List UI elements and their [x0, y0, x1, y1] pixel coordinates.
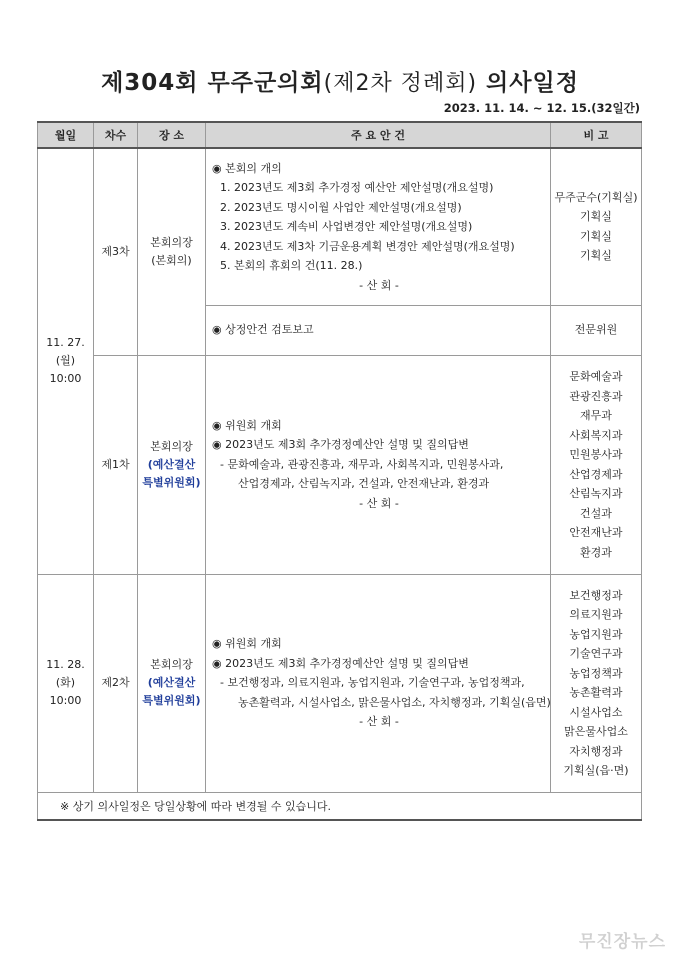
place-type: (예산결산	[147, 457, 196, 471]
notes-cell	[551, 574, 642, 792]
agenda-item: - 문화예술과, 관광진흥과, 재무과, 사회복지과, 민원봉사과,	[220, 457, 504, 471]
header-date: 월일	[38, 122, 94, 148]
agenda-item: 2. 2023년도 명시이월 사업안 제안설명(개요설명)	[220, 200, 462, 214]
agenda-cell	[206, 574, 551, 792]
place-type: (본회의)	[151, 253, 192, 267]
agenda-item: 산업경제과, 산림녹지과, 건설과, 안전재난과, 환경과	[238, 477, 490, 491]
weekday: (월)	[55, 354, 76, 368]
note-item: 기획실	[580, 210, 612, 224]
agenda-item: ◉ 상정안건 검토보고	[212, 323, 314, 337]
note-item: 산업경제과	[569, 467, 623, 481]
header-session: 차수	[94, 122, 138, 148]
agenda-cell	[206, 305, 551, 355]
header-place: 장 소	[138, 122, 206, 148]
note-item: 기획실	[580, 229, 612, 243]
place-type: 특별위원회)	[142, 475, 201, 489]
agenda-item: 5. 본회의 휴회의 건(11. 28.)	[220, 259, 363, 272]
agenda-item: ◉ 위원회 개회	[212, 637, 282, 651]
note-item: 맑은물사업소	[564, 725, 628, 738]
note-item: 기술연구과	[569, 647, 623, 660]
agenda-item: 농촌활력과, 시설사업소, 맑은물사업소, 자치행정과, 기획실(읍면)	[238, 695, 551, 709]
agenda-item: 1. 2023년도 제3회 추가경정 예산안 제안설명(개요설명)	[220, 181, 494, 194]
date-cell-day2	[38, 574, 94, 792]
agenda-item: ◉ 2023년도 제3회 추가경정예산안 설명 및 질의답변	[212, 656, 469, 670]
agenda-cell	[206, 355, 551, 574]
notes-cell: 전문위원	[551, 305, 642, 355]
note-item: 시설사업소	[569, 705, 623, 719]
agenda-cell	[206, 148, 551, 305]
agenda-item: 3. 2023년도 계속비 사업변경안 제안설명(개요설명)	[220, 220, 473, 233]
time: 10:00	[49, 694, 82, 707]
place-cell	[138, 148, 206, 355]
place-cell	[138, 574, 206, 792]
agenda-item: - 보건행정과, 의료지원과, 농업지원과, 기술연구과, 농업정책과,	[220, 676, 525, 690]
agenda-item: ◉ 본회의 개의	[212, 161, 282, 175]
notes-cell	[551, 148, 642, 305]
schedule-table	[37, 121, 642, 821]
date: 11. 28.	[46, 658, 85, 671]
note-item: 건설과	[580, 506, 612, 520]
note-item: 기획실	[580, 249, 612, 263]
note-item: 문화예술과	[569, 370, 623, 383]
title-main: 제304회 무주군의회	[101, 70, 324, 96]
table-row	[38, 574, 642, 792]
schedule-period: 2023. 11. 14. ~ 12. 15.(32일간)	[443, 101, 640, 115]
table-row	[38, 355, 642, 574]
session-cell: 제3차	[94, 148, 138, 355]
date: 11. 27.	[46, 336, 85, 350]
note-item: 농업정책과	[569, 666, 623, 680]
footnote: ※ 상기 의사일정은 당일상황에 따라 변경될 수 있습니다.	[38, 792, 642, 820]
note-item: 보건행정과	[569, 588, 623, 602]
note-item: 사회복지과	[569, 428, 623, 442]
note-item: 관광진흥과	[569, 389, 623, 403]
adjourn-label: - 산 회 -	[359, 496, 399, 510]
agenda-item: ◉ 2023년도 제3회 추가경정예산안 설명 및 질의답변	[212, 438, 469, 452]
weekday: (화)	[55, 676, 76, 689]
note-item: 재무과	[580, 409, 612, 422]
date-cell-day1	[38, 148, 94, 574]
place-cell	[138, 355, 206, 574]
note-item: 농촌활력과	[569, 686, 623, 699]
note-item: 안전재난과	[569, 526, 623, 539]
note-item: 기획실(읍·면)	[563, 764, 629, 777]
note-item: 무주군수(기획실)	[554, 190, 638, 204]
page-title	[0, 64, 680, 97]
adjourn-label: - 산 회 -	[359, 278, 399, 292]
notes-cell	[551, 355, 642, 574]
header-row	[38, 122, 642, 148]
place-type: (예산결산	[147, 676, 196, 689]
table-row	[38, 148, 642, 305]
session-cell: 제2차	[94, 574, 138, 792]
title-suffix: 의사일정	[477, 70, 579, 96]
watermark-logo: 무진장뉴스	[578, 932, 666, 952]
agenda-item: ◉ 위원회 개회	[212, 418, 282, 432]
note-item: 자치행정과	[569, 744, 623, 758]
time: 10:00	[49, 372, 82, 386]
title-session: (제2차 정례회)	[323, 71, 478, 96]
header-notes: 비 고	[551, 122, 642, 148]
session-cell: 제1차	[94, 355, 138, 574]
place-name: 본회의장	[150, 235, 193, 249]
place-name: 본회의장	[150, 658, 193, 671]
header-agenda: 주 요 안 건	[206, 122, 551, 148]
agenda-item: 4. 2023년도 제3차 기금운용계획 변경안 제안설명(개요설명)	[220, 239, 515, 253]
note-item: 산림녹지과	[569, 487, 623, 500]
note-item: 의료지원과	[569, 608, 623, 621]
note-item: 민원봉사과	[569, 448, 623, 461]
place-type: 특별위원회)	[142, 694, 201, 707]
note-item: 농업지원과	[569, 627, 623, 641]
place-name: 본회의장	[150, 439, 193, 453]
footnote-row	[38, 792, 642, 820]
adjourn-label: - 산 회 -	[359, 715, 399, 729]
note-item: 환경과	[580, 545, 612, 559]
